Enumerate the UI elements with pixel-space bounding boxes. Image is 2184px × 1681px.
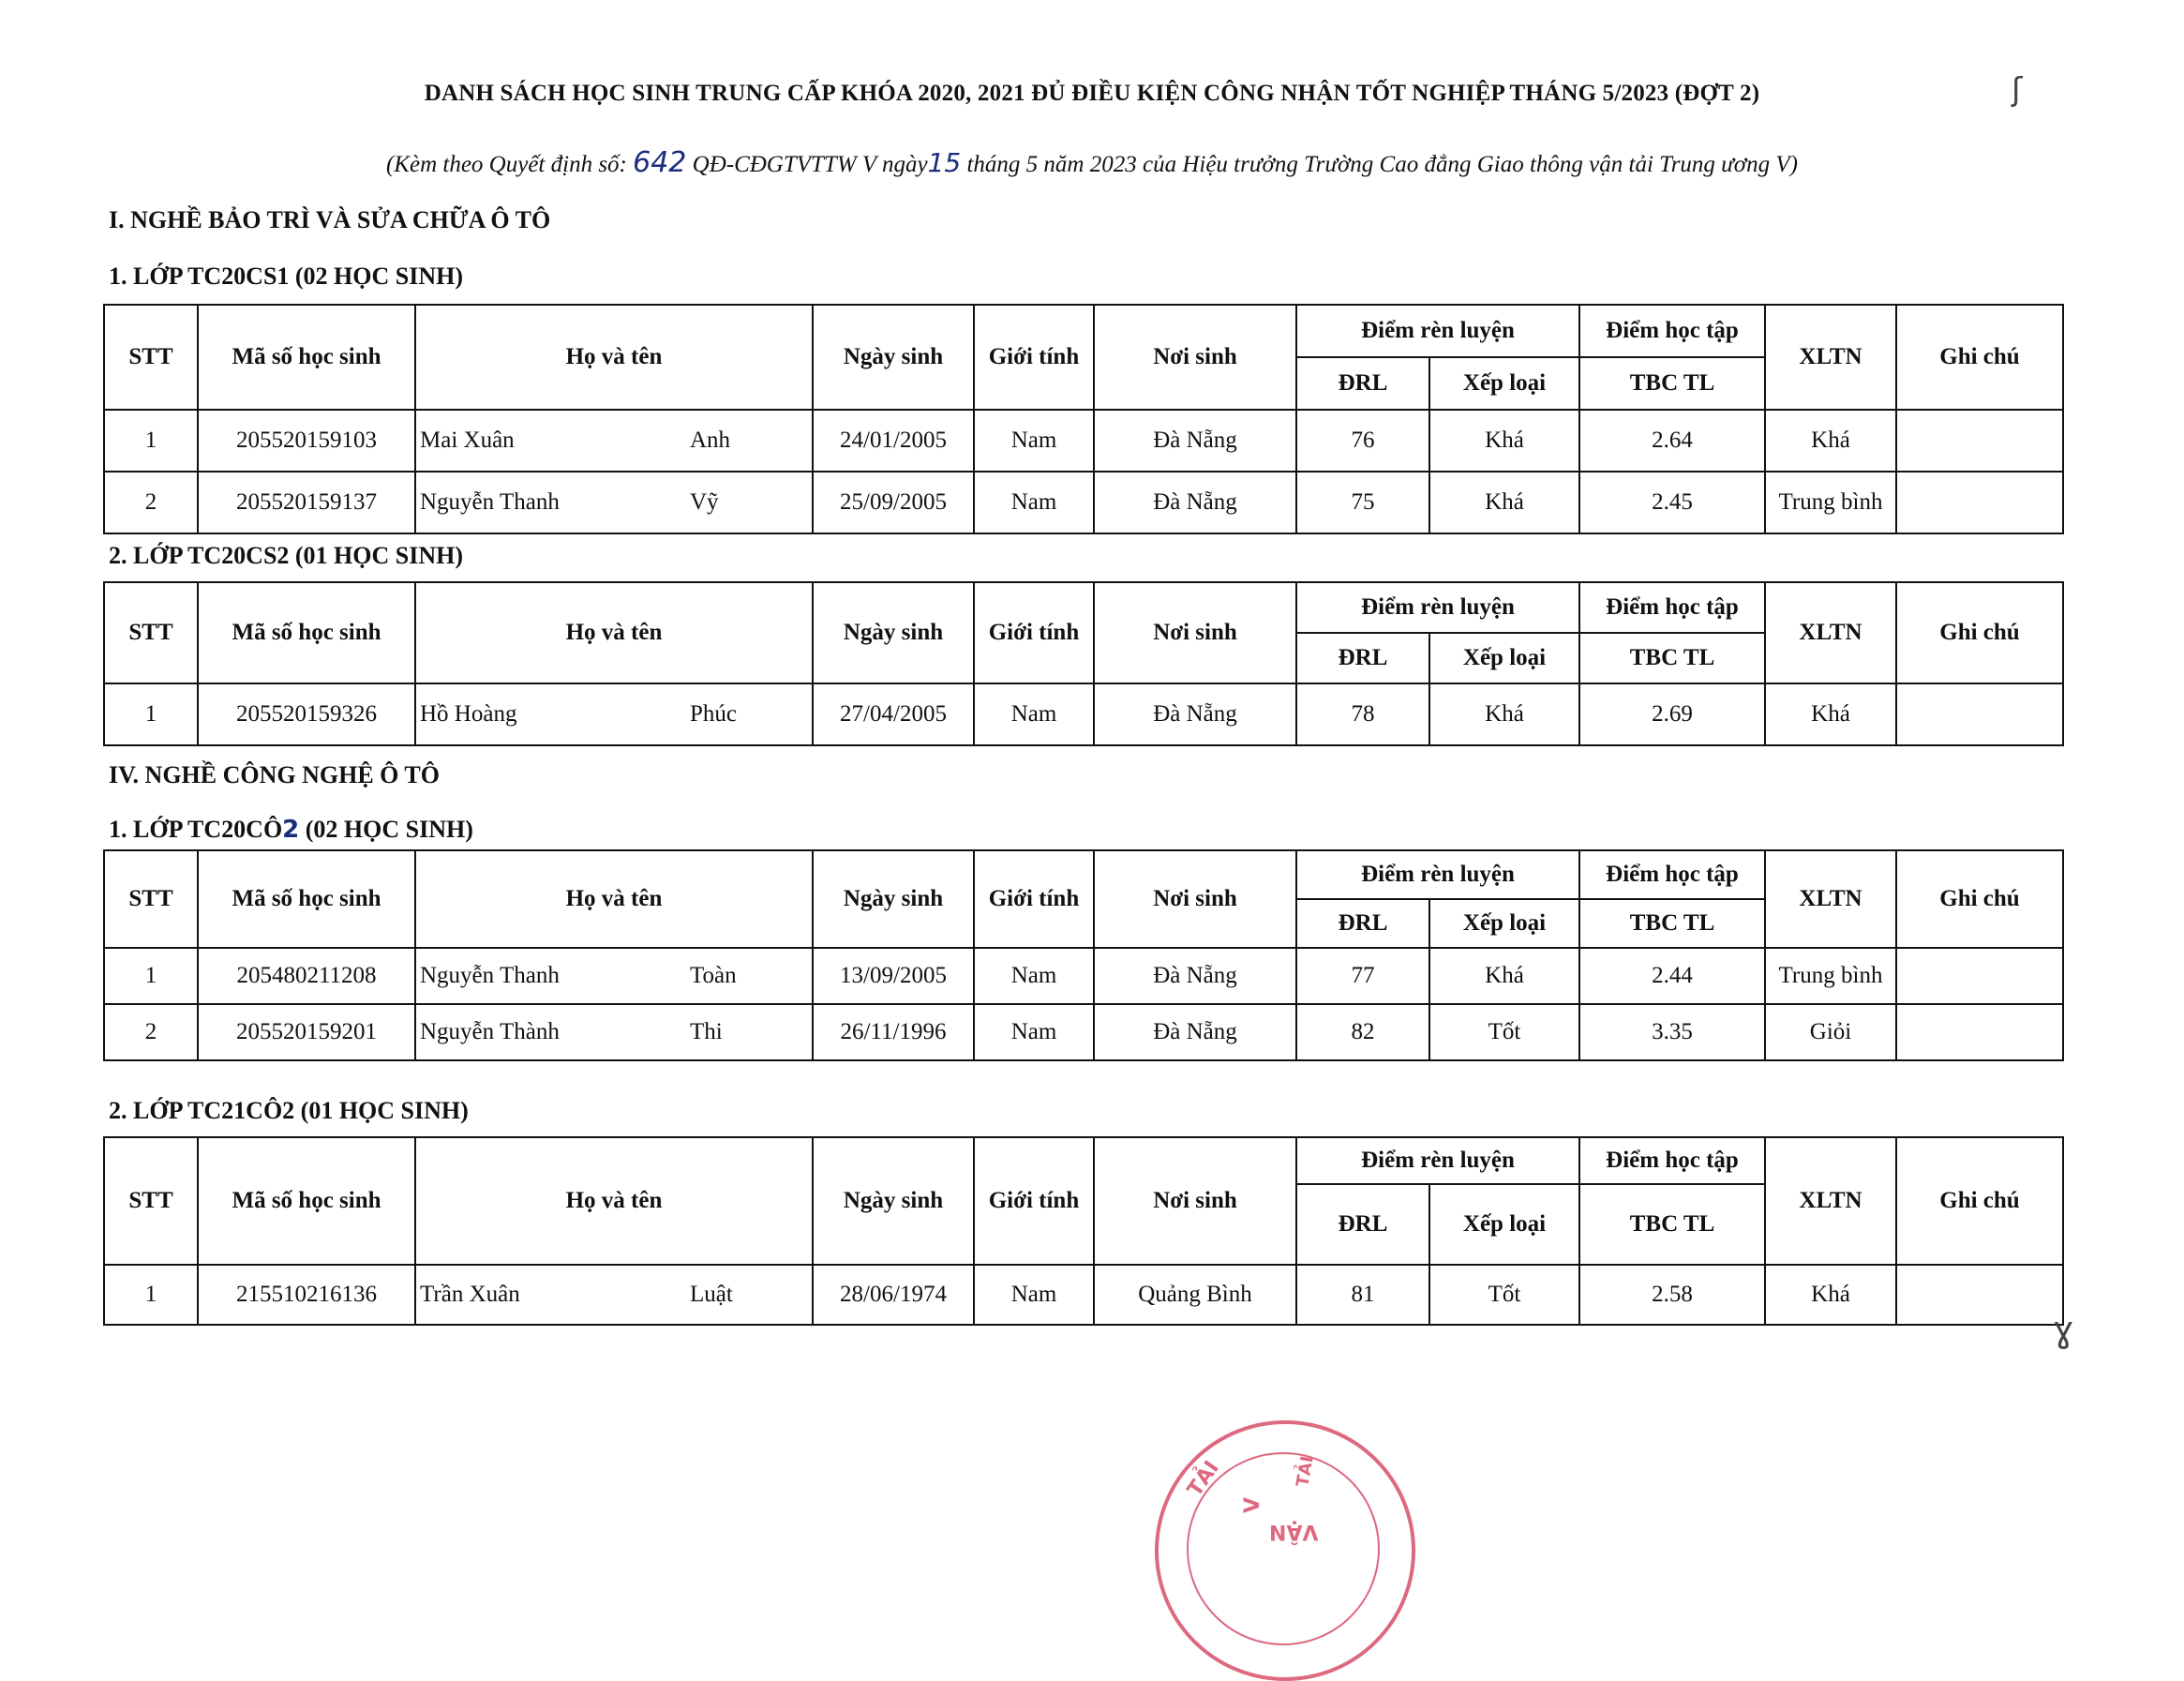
table-row <box>104 1265 2063 1325</box>
page-title: DANH SÁCH HỌC SINH TRUNG CẤP KHÓA 2020, 2021 ĐỦ ĐIỀU KIỆN CÔNG NHẬN TỐT NGHIỆP THÁNG 5/2023 (ĐỢT 2) <box>424 81 1760 106</box>
cell-graduation-rank: Khá <box>1765 1265 1896 1325</box>
class-heading <box>109 816 473 844</box>
first-name: Phúc <box>690 701 737 727</box>
cell-conduct-rank: Tốt <box>1429 1004 1579 1060</box>
header-student-id: Mã số học sinh <box>198 1137 415 1265</box>
cell-drl: 81 <box>1296 1265 1429 1325</box>
cell-student-id: 205520159137 <box>198 472 415 533</box>
corner-scribble-icon: ʃ <box>2012 71 2023 109</box>
header-conduct-score: Điểm rèn luyện <box>1296 305 1579 357</box>
cell-gender: Nam <box>974 472 1094 533</box>
header-graduation-rank: XLTN <box>1765 582 1896 683</box>
cell-conduct-rank: Khá <box>1429 948 1579 1004</box>
last-middle-name: Nguyễn Thành <box>420 1019 560 1044</box>
cell-full-name <box>415 1004 813 1060</box>
cell-gpa: 3.35 <box>1579 1004 1765 1060</box>
header-academic-score: Điểm học tập <box>1579 582 1765 633</box>
cell-birth-place: Đà Nẵng <box>1094 683 1296 745</box>
header-stt: STT <box>104 305 198 410</box>
header-notes: Ghi chú <box>1896 582 2063 683</box>
class-heading-handwritten: 2 <box>282 816 300 844</box>
cell-stt: 1 <box>104 410 198 472</box>
class-heading: 1. LỚP TC20CS1 (02 HỌC SINH) <box>109 263 464 290</box>
header-academic-score: Điểm học tập <box>1579 305 1765 357</box>
cell-birth-date: 27/04/2005 <box>813 683 974 745</box>
header-conduct-rank: Xếp loại <box>1429 357 1579 410</box>
header-student-id: Mã số học sinh <box>198 305 415 410</box>
table-row <box>104 683 2063 745</box>
header-birth-place: Nơi sinh <box>1094 1137 1296 1265</box>
cell-full-name <box>415 948 813 1004</box>
header-gpa: TBC TL <box>1579 1184 1765 1265</box>
official-stamp-icon <box>1155 1420 1415 1681</box>
cell-stt: 2 <box>104 472 198 533</box>
last-middle-name: Nguyễn Thanh <box>420 963 560 988</box>
header-full-name: Họ và tên <box>415 305 813 410</box>
first-name: Luật <box>690 1282 733 1307</box>
header-gender: Giới tính <box>974 305 1094 410</box>
cell-graduation-rank: Trung bình <box>1765 948 1896 1004</box>
cell-gender: Nam <box>974 683 1094 745</box>
cell-full-name <box>415 683 813 745</box>
cell-birth-place: Đà Nẵng <box>1094 472 1296 533</box>
section-heading: IV. NGHỀ CÔNG NGHỆ Ô TÔ <box>109 761 440 788</box>
class-heading-prefix: 1. LỚP TC20CÔ <box>109 816 283 843</box>
student-table <box>103 304 2064 534</box>
first-name: Toàn <box>690 963 737 988</box>
header-graduation-rank: XLTN <box>1765 1137 1896 1265</box>
cell-drl: 77 <box>1296 948 1429 1004</box>
header-gender: Giới tính <box>974 850 1094 948</box>
cell-stt: 1 <box>104 1265 198 1325</box>
header-gender: Giới tính <box>974 1137 1094 1265</box>
initials-scribble-icon: ɣ <box>2053 1309 2074 1350</box>
header-birth-place: Nơi sinh <box>1094 305 1296 410</box>
header-stt: STT <box>104 1137 198 1265</box>
cell-conduct-rank: Khá <box>1429 472 1579 533</box>
header-gpa: TBC TL <box>1579 357 1765 410</box>
page-subtitle <box>0 146 2184 179</box>
cell-birth-date: 26/11/1996 <box>813 1004 974 1060</box>
cell-graduation-rank: Khá <box>1765 683 1896 745</box>
first-name: Thi <box>690 1019 723 1044</box>
cell-note <box>1896 410 2063 472</box>
stamp-word-inner: TẢI <box>1293 1454 1318 1489</box>
student-table <box>103 581 2064 746</box>
stamp-word-top: V <box>1241 1496 1265 1514</box>
header-notes: Ghi chú <box>1896 305 2063 410</box>
last-middle-name: Trần Xuân <box>420 1282 520 1307</box>
header-full-name: Họ và tên <box>415 582 813 683</box>
header-student-id: Mã số học sinh <box>198 582 415 683</box>
subtitle-mid: QĐ-CĐGTVTTW V ngày <box>686 152 928 177</box>
cell-conduct-rank: Khá <box>1429 683 1579 745</box>
cell-gpa: 2.64 <box>1579 410 1765 472</box>
header-conduct-rank: Xếp loại <box>1429 899 1579 948</box>
header-conduct-rank: Xếp loại <box>1429 1184 1579 1265</box>
table-row <box>104 472 2063 533</box>
cell-graduation-rank: Khá <box>1765 410 1896 472</box>
header-full-name: Họ và tên <box>415 1137 813 1265</box>
cell-note <box>1896 1004 2063 1060</box>
cell-stt: 1 <box>104 683 198 745</box>
last-middle-name: Mai Xuân <box>420 428 515 453</box>
cell-drl: 78 <box>1296 683 1429 745</box>
header-notes: Ghi chú <box>1896 850 2063 948</box>
class-heading-suffix: (02 HỌC SINH) <box>299 816 473 843</box>
first-name: Vỹ <box>690 489 719 515</box>
section-heading: I. NGHỀ BẢO TRÌ VÀ SỬA CHỮA Ô TÔ <box>109 206 551 233</box>
cell-full-name <box>415 1265 813 1325</box>
header-gender: Giới tính <box>974 582 1094 683</box>
header-birth-place: Nơi sinh <box>1094 582 1296 683</box>
header-conduct-score: Điểm rèn luyện <box>1296 1137 1579 1184</box>
header-gpa: TBC TL <box>1579 633 1765 683</box>
header-conduct-score: Điểm rèn luyện <box>1296 850 1579 899</box>
cell-stt: 2 <box>104 1004 198 1060</box>
header-student-id: Mã số học sinh <box>198 850 415 948</box>
cell-gpa: 2.69 <box>1579 683 1765 745</box>
cell-student-id: 205520159326 <box>198 683 415 745</box>
student-table <box>103 849 2064 1061</box>
cell-birth-date: 28/06/1974 <box>813 1265 974 1325</box>
last-middle-name: Nguyễn Thanh <box>420 489 560 515</box>
stamp-lettering <box>1159 1424 1412 1677</box>
decision-number: 642 <box>633 146 687 179</box>
class-heading: 2. LỚP TC21CÔ2 (01 HỌC SINH) <box>109 1097 469 1124</box>
header-conduct-score: Điểm rèn luyện <box>1296 582 1579 633</box>
header-drl: ĐRL <box>1296 899 1429 948</box>
subtitle-prefix: (Kèm theo Quyết định số: <box>385 152 634 177</box>
class-heading: 2. LỚP TC20CS2 (01 HỌC SINH) <box>109 542 464 569</box>
header-graduation-rank: XLTN <box>1765 305 1896 410</box>
table-row <box>104 948 2063 1004</box>
last-middle-name: Hồ Hoàng <box>420 701 517 727</box>
table-row <box>104 1004 2063 1060</box>
cell-gender: Nam <box>974 948 1094 1004</box>
cell-gpa: 2.44 <box>1579 948 1765 1004</box>
cell-conduct-rank: Khá <box>1429 410 1579 472</box>
header-drl: ĐRL <box>1296 1184 1429 1265</box>
header-stt: STT <box>104 582 198 683</box>
cell-birth-place: Quảng Bình <box>1094 1265 1296 1325</box>
cell-student-id: 215510216136 <box>198 1265 415 1325</box>
cell-gender: Nam <box>974 1004 1094 1060</box>
header-academic-score: Điểm học tập <box>1579 850 1765 899</box>
cell-drl: 76 <box>1296 410 1429 472</box>
header-academic-score: Điểm học tập <box>1579 1137 1765 1184</box>
cell-student-id: 205520159201 <box>198 1004 415 1060</box>
cell-gender: Nam <box>974 410 1094 472</box>
cell-stt: 1 <box>104 948 198 1004</box>
cell-birth-place: Đà Nẵng <box>1094 1004 1296 1060</box>
cell-gpa: 2.58 <box>1579 1265 1765 1325</box>
header-drl: ĐRL <box>1296 357 1429 410</box>
cell-birth-date: 25/09/2005 <box>813 472 974 533</box>
stamp-word-left: TẢI <box>1183 1456 1224 1502</box>
header-conduct-rank: Xếp loại <box>1429 633 1579 683</box>
header-full-name: Họ và tên <box>415 850 813 948</box>
cell-full-name <box>415 472 813 533</box>
table-row <box>104 410 2063 472</box>
stamp-word-bottom: VẬN <box>1269 1520 1319 1543</box>
cell-gender: Nam <box>974 1265 1094 1325</box>
student-table <box>103 1136 2064 1326</box>
first-name: Anh <box>690 428 731 453</box>
cell-note <box>1896 472 2063 533</box>
cell-birth-date: 13/09/2005 <box>813 948 974 1004</box>
cell-note <box>1896 683 2063 745</box>
cell-full-name <box>415 410 813 472</box>
cell-drl: 82 <box>1296 1004 1429 1060</box>
subtitle-suffix: tháng 5 năm 2023 của Hiệu trưởng Trường Cao đẳng Giao thông vận tải Trung ương V) <box>961 152 1798 177</box>
header-birth-date: Ngày sinh <box>813 305 974 410</box>
cell-note <box>1896 948 2063 1004</box>
cell-drl: 75 <box>1296 472 1429 533</box>
decision-day: 15 <box>927 147 962 178</box>
header-gpa: TBC TL <box>1579 899 1765 948</box>
cell-birth-date: 24/01/2005 <box>813 410 974 472</box>
cell-birth-place: Đà Nẵng <box>1094 948 1296 1004</box>
header-drl: ĐRL <box>1296 633 1429 683</box>
cell-graduation-rank: Trung bình <box>1765 472 1896 533</box>
cell-student-id: 205480211208 <box>198 948 415 1004</box>
cell-note <box>1896 1265 2063 1325</box>
header-notes: Ghi chú <box>1896 1137 2063 1265</box>
cell-gpa: 2.45 <box>1579 472 1765 533</box>
cell-conduct-rank: Tốt <box>1429 1265 1579 1325</box>
header-birth-date: Ngày sinh <box>813 582 974 683</box>
cell-student-id: 205520159103 <box>198 410 415 472</box>
cell-birth-place: Đà Nẵng <box>1094 410 1296 472</box>
header-stt: STT <box>104 850 198 948</box>
header-birth-date: Ngày sinh <box>813 1137 974 1265</box>
cell-graduation-rank: Giỏi <box>1765 1004 1896 1060</box>
header-birth-place: Nơi sinh <box>1094 850 1296 948</box>
header-birth-date: Ngày sinh <box>813 850 974 948</box>
header-graduation-rank: XLTN <box>1765 850 1896 948</box>
